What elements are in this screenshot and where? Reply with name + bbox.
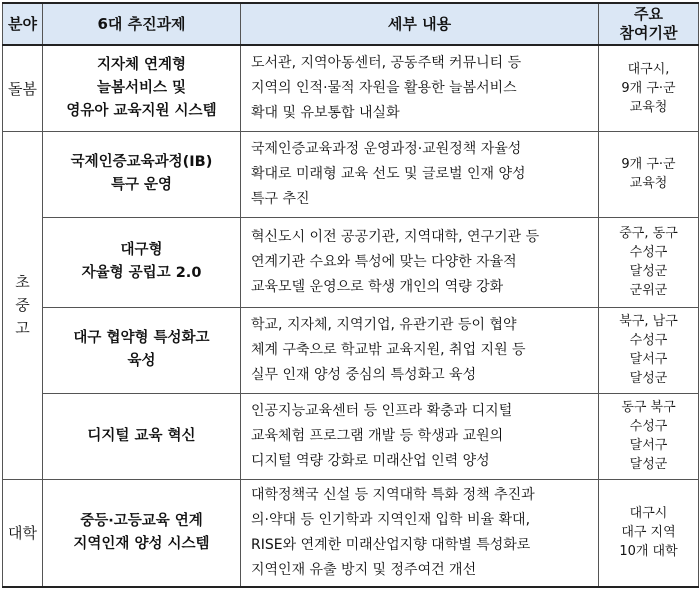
- detail-line: 체계 구축으로 학교밖 교육지원, 취업 지원 등: [251, 341, 526, 358]
- task-line: 지역인재 양성 시스템: [73, 535, 210, 552]
- detail-line: 국제인증교육과정 운영과정·교원정책 자율성: [251, 140, 522, 157]
- detail-cell: [241, 217, 599, 307]
- table-row: [3, 307, 699, 393]
- agency-line: 수성구: [629, 245, 668, 260]
- agency-line: 북구, 남구: [619, 314, 678, 329]
- table-row: [3, 45, 699, 131]
- agency-line: 동구 북구: [621, 400, 676, 415]
- agency-line: 중구, 동구: [619, 226, 678, 241]
- agency-line: 대구시: [629, 506, 668, 522]
- header-agency: [599, 3, 699, 45]
- agency-cell: [599, 45, 699, 131]
- agency-line: 9개 구·군: [621, 157, 676, 172]
- detail-line: 인공지능교육센터 등 인프라 확충과 디지털: [251, 402, 513, 419]
- agency-line: 대구시,: [627, 61, 670, 77]
- detail-line: 학교, 지자체, 지역기업, 유관기관 등이 협약: [251, 316, 517, 333]
- detail-line: 디지털 역량 강화로 미래산업 인력 양성: [251, 452, 490, 469]
- header-agency-line1: 주요: [634, 5, 663, 23]
- agency-line: 교육청: [629, 176, 668, 191]
- task-line: 디지털 교육 혁신: [87, 427, 196, 444]
- task-cell: [43, 393, 241, 479]
- task-cell: [43, 217, 241, 307]
- task-line: 자율형 공립고 2.0: [81, 265, 202, 281]
- detail-line: 혁신도시 이전 공공기관, 지역대학, 연구기관 등: [251, 228, 540, 245]
- detail-line: 연계기관 수요와 특성에 맞는 다양한 자율적: [251, 253, 517, 270]
- task-cell: [43, 45, 241, 131]
- header-category: 분야: [3, 3, 43, 45]
- header-task: 6대 추진과제: [43, 3, 241, 45]
- agency-line: 달서구: [629, 352, 668, 367]
- agency-line: 달서구: [629, 438, 668, 453]
- detail-cell: [241, 393, 599, 479]
- agency-line: 군위군: [629, 283, 668, 298]
- agency-line: 달성군: [629, 371, 668, 386]
- category-school: [3, 131, 43, 479]
- task-cell: [43, 479, 241, 587]
- task-line: 영유아 교육지원 시스템: [66, 102, 217, 119]
- category-university: 대학: [3, 479, 43, 587]
- detail-line: 특구 추진: [251, 190, 310, 207]
- task-line: 대구 협약형 특성화고: [73, 330, 210, 346]
- agency-cell: [599, 307, 699, 393]
- task-line: 지자체 연계형: [96, 56, 187, 73]
- agency-cell: [599, 479, 699, 587]
- table-row: [3, 479, 699, 587]
- agency-line: 대구 지역: [621, 525, 676, 541]
- agency-cell: [599, 393, 699, 479]
- task-cell: [43, 307, 241, 393]
- table-row: [3, 217, 699, 307]
- task-line: 대구형: [120, 242, 163, 258]
- task-line: 늘봄서비스 및: [96, 79, 187, 96]
- detail-line: RISE와 연계한 미래산업지향 대학별 특성화로: [251, 536, 531, 553]
- agency-line: 달성군: [629, 457, 668, 472]
- agency-line: 수성구: [629, 419, 668, 434]
- detail-cell: [241, 479, 599, 587]
- task-line: 국제인증교육과정(IB): [70, 154, 213, 170]
- detail-line: 지역인재 유출 방지 및 정주여건 개선: [251, 561, 477, 578]
- task-line: 육성: [127, 353, 156, 369]
- category-school-char: 초: [15, 272, 30, 291]
- agency-cell: [599, 217, 699, 307]
- detail-line: 실무 인재 양성 중심의 특성화고 육성: [251, 366, 477, 383]
- task-line: 특구 운영: [110, 177, 173, 193]
- detail-line: 확대 및 유보통합 내실화: [251, 104, 400, 121]
- header-row: [3, 3, 699, 45]
- agency-line: 수성구: [629, 333, 668, 348]
- policy-table: [2, 2, 699, 588]
- detail-line: 교육모델 운영으로 학생 개인의 역량 강화: [251, 278, 504, 295]
- agency-line: 9개 구·군: [621, 80, 676, 96]
- detail-line: 확대로 미래형 교육 선도 및 글로벌 인재 양성: [251, 165, 526, 182]
- agency-cell: [599, 131, 699, 217]
- detail-line: 도서관, 지역아동센터, 공동주택 커뮤니티 등: [251, 54, 522, 71]
- detail-line: 지역의 인적·물적 자원을 활용한 늘봄서비스: [251, 79, 517, 96]
- category-school-char: 고: [15, 318, 30, 337]
- task-line: 중등·고등교육 연계: [80, 512, 203, 529]
- category-school-char: 중: [15, 295, 30, 314]
- table-row: [3, 131, 699, 217]
- detail-line: 대학정책국 신설 등 지역대학 특화 정책 추진과: [251, 486, 535, 503]
- detail-line: 의·약대 등 인기학과 지역인재 입학 비율 확대,: [251, 511, 531, 528]
- agency-line: 10개 대학: [619, 544, 678, 560]
- task-cell: [43, 131, 241, 217]
- agency-line: 교육청: [629, 99, 668, 115]
- detail-cell: [241, 45, 599, 131]
- header-detail: 세부 내용: [241, 3, 599, 45]
- header-agency-line2: 참여기관: [619, 24, 678, 42]
- agency-line: 달성군: [629, 264, 668, 279]
- detail-line: 교육체험 프로그램 개발 등 학생과 교원의: [251, 427, 504, 444]
- detail-cell: [241, 307, 599, 393]
- detail-cell: [241, 131, 599, 217]
- category-care: 돌봄: [3, 45, 43, 131]
- table-row: [3, 393, 699, 479]
